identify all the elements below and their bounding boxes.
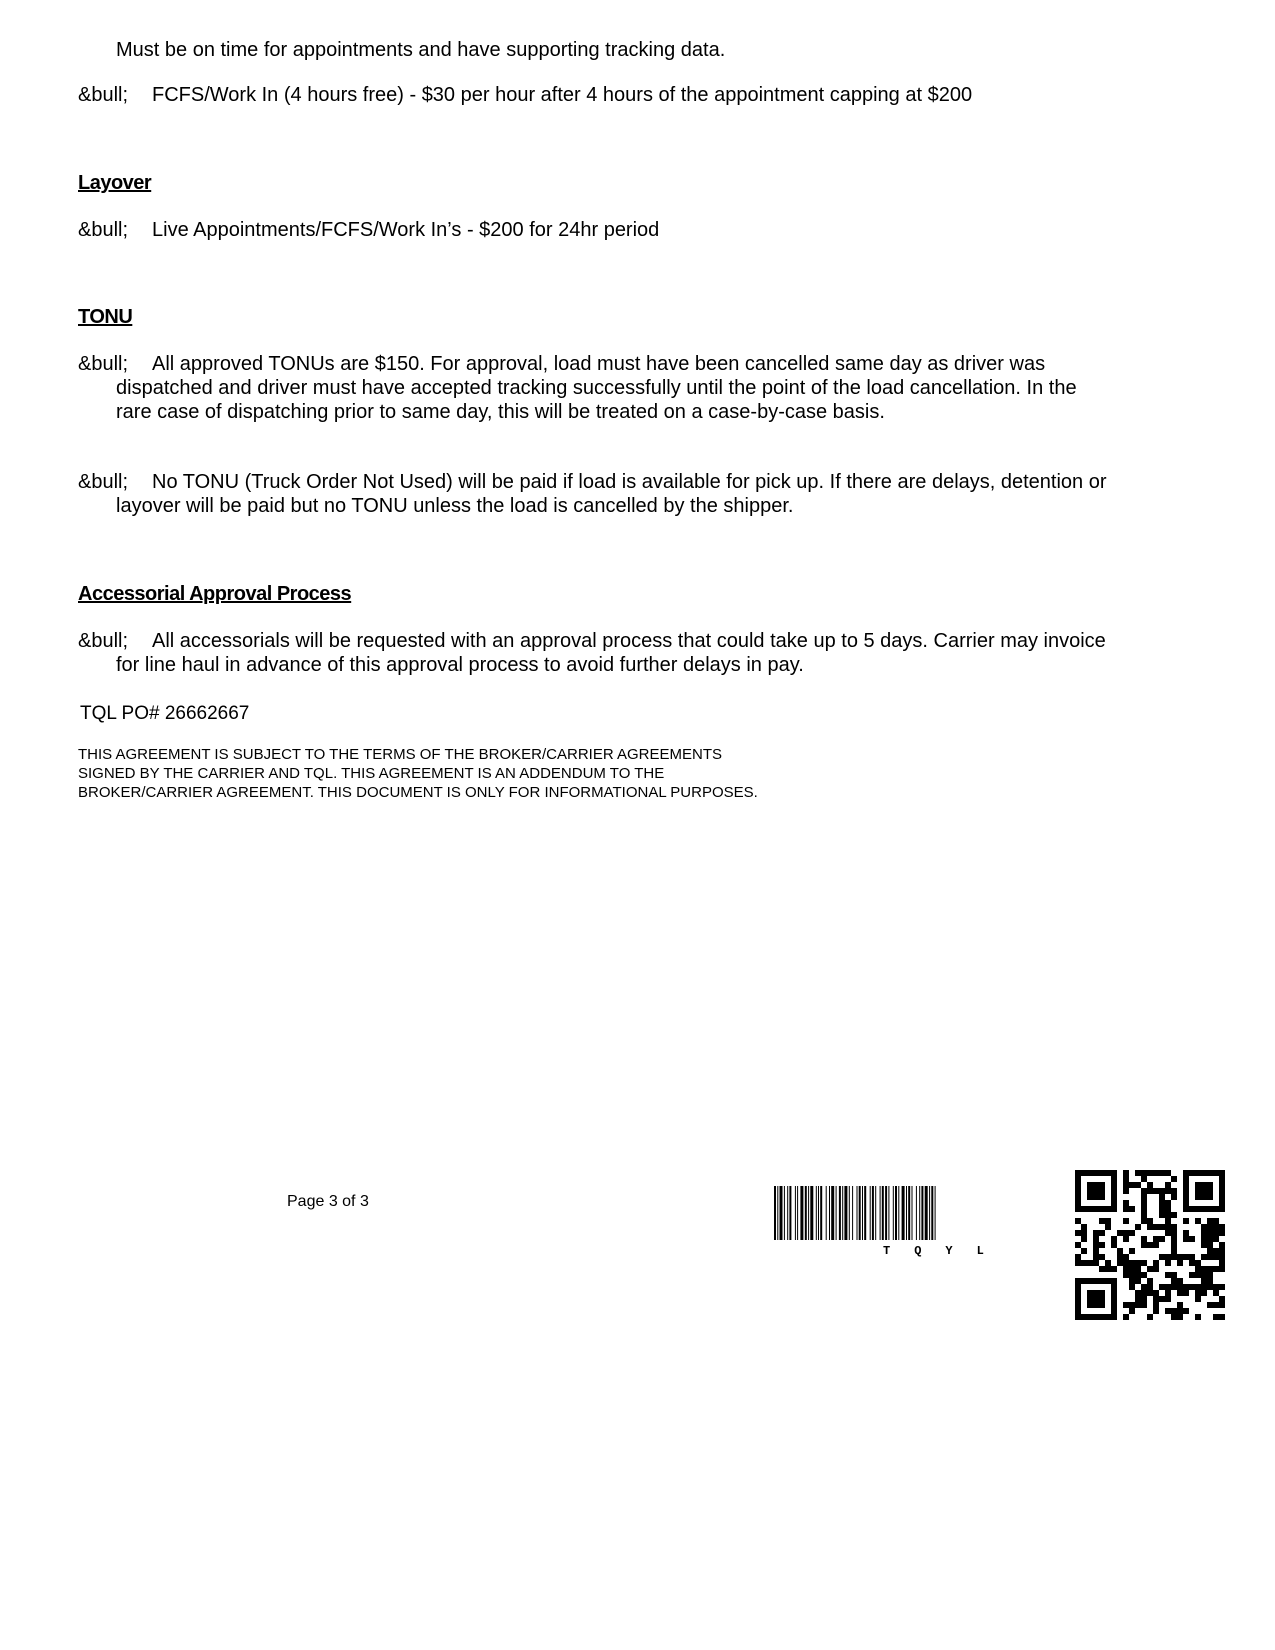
qr-module: [1141, 1260, 1147, 1266]
qr-module: [1123, 1200, 1129, 1206]
qr-module: [1099, 1266, 1105, 1272]
barcode-bar: [859, 1186, 861, 1240]
qr-module: [1099, 1254, 1105, 1260]
qr-module: [1165, 1182, 1171, 1188]
qr-module: [1159, 1212, 1165, 1218]
qr-module: [1207, 1236, 1213, 1242]
barcode-bar: [925, 1186, 928, 1240]
qr-module: [1147, 1278, 1153, 1284]
qr-module: [1141, 1176, 1147, 1182]
qr-module: [1219, 1242, 1225, 1248]
qr-module: [1111, 1236, 1117, 1242]
qr-module: [1213, 1248, 1219, 1254]
qr-module: [1207, 1302, 1213, 1308]
qr-module: [1123, 1236, 1129, 1242]
qr-module: [1207, 1218, 1213, 1224]
barcode-bar: [777, 1186, 778, 1240]
qr-module: [1153, 1266, 1159, 1272]
qr-module: [1147, 1266, 1153, 1272]
barcode-bar: [916, 1186, 917, 1240]
accessorial-heading: Accessorial Approval Process: [78, 583, 352, 605]
qr-module: [1123, 1188, 1129, 1194]
qr-code-image: [1075, 1170, 1225, 1320]
po-number: TQL PO# 26662667: [80, 703, 250, 724]
qr-module: [1159, 1188, 1165, 1194]
qr-module: [1147, 1170, 1153, 1176]
qr-module: [1165, 1206, 1171, 1212]
barcode-bar: [882, 1186, 884, 1240]
qr-module: [1141, 1284, 1147, 1290]
qr-module: [1147, 1314, 1153, 1320]
qr-module: [1153, 1170, 1159, 1176]
qr-module: [1123, 1176, 1129, 1182]
qr-module: [1219, 1260, 1225, 1266]
qr-module: [1195, 1272, 1201, 1278]
qr-module: [1159, 1254, 1165, 1260]
qr-module: [1093, 1260, 1099, 1266]
qr-module: [1219, 1296, 1225, 1302]
qr-module: [1201, 1236, 1207, 1242]
barcode-bar: [784, 1186, 785, 1240]
qr-module: [1207, 1272, 1213, 1278]
barcode-bar: [795, 1186, 796, 1240]
barcode-bar: [921, 1186, 923, 1240]
barcode-bar: [818, 1186, 819, 1240]
qr-module: [1213, 1266, 1219, 1272]
qr-module: [1159, 1296, 1165, 1302]
qr-module: [1141, 1290, 1147, 1296]
qr-module: [1171, 1278, 1177, 1284]
qr-module: [1117, 1230, 1123, 1236]
qr-module: [1135, 1260, 1141, 1266]
qr-module: [1147, 1182, 1153, 1188]
barcode-bar: [789, 1186, 791, 1240]
qr-module: [1123, 1182, 1129, 1188]
qr-module: [1165, 1272, 1171, 1278]
qr-module: [1141, 1242, 1147, 1248]
barcode-bar: [864, 1186, 866, 1240]
disclaimer-text: THIS AGREEMENT IS SUBJECT TO THE TERMS OF THE BROKER/CARRIER AGREEMENTS SIGNED BY THE CARRIER AND TQL. THIS AGREEMENT IS AN ADDENDUM TO THE BROKER/CARRIER AGREEMENT. THIS DOCUMENT IS ONLY FOR INFORMATIONAL PURPOSES.: [78, 746, 758, 801]
qr-module: [1111, 1242, 1117, 1248]
qr-module: [1135, 1278, 1141, 1284]
qr-module: [1135, 1224, 1141, 1230]
barcode-bar: [829, 1186, 830, 1240]
qr-module: [1093, 1236, 1099, 1242]
qr-module: [1207, 1242, 1213, 1248]
qr-module: [1129, 1206, 1135, 1212]
barcode-bar: [831, 1186, 834, 1240]
qr-module: [1075, 1218, 1081, 1224]
qr-module: [1213, 1302, 1219, 1308]
qr-module: [1219, 1230, 1225, 1236]
qr-module: [1129, 1248, 1135, 1254]
qr-module: [1213, 1236, 1219, 1242]
qr-module: [1195, 1182, 1213, 1200]
qr-module: [1141, 1272, 1147, 1278]
qr-module: [1183, 1308, 1189, 1314]
barcode-bar: [898, 1186, 899, 1240]
qr-module: [1075, 1242, 1081, 1248]
qr-module: [1195, 1260, 1201, 1266]
qr-module: [1159, 1200, 1165, 1206]
qr-module: [1081, 1248, 1087, 1254]
qr-module: [1159, 1206, 1165, 1212]
qr-module: [1165, 1212, 1171, 1218]
qr-module: [1165, 1284, 1171, 1290]
qr-module: [1153, 1296, 1159, 1302]
qr-module: [1141, 1302, 1147, 1308]
barcode-bar: [885, 1186, 887, 1240]
qr-module: [1201, 1278, 1207, 1284]
qr-module: [1123, 1260, 1129, 1266]
qr-module: [1171, 1308, 1177, 1314]
qr-module: [1087, 1290, 1105, 1308]
qr-module: [1117, 1260, 1123, 1266]
qr-module: [1159, 1170, 1165, 1176]
tonu-bullet-2-text: No TONU (Truck Order Not Used) will be paid if load is available for pick up. If there are delays, detention or layover will be paid but no TONU unless the load is cancelled by the shipper.: [116, 471, 1107, 517]
qr-module: [1099, 1230, 1105, 1236]
qr-module: [1129, 1182, 1135, 1188]
bullet-marker: &bull;: [78, 84, 129, 106]
qr-module: [1213, 1284, 1219, 1290]
bullet-marker: &bull;: [78, 353, 129, 375]
barcode-bar: [780, 1186, 783, 1240]
barcode-bar: [888, 1186, 889, 1240]
qr-module: [1213, 1230, 1219, 1236]
barcode-bar: [787, 1186, 788, 1240]
qr-module: [1207, 1266, 1213, 1272]
qr-module: [1183, 1218, 1189, 1224]
qr-module: [1081, 1236, 1087, 1242]
qr-module: [1171, 1176, 1177, 1182]
qr-module: [1207, 1254, 1213, 1260]
qr-module: [1189, 1236, 1195, 1242]
qr-module: [1141, 1296, 1147, 1302]
qr-module: [1123, 1170, 1129, 1176]
fcfs-bullet-text: FCFS/Work In (4 hours free) - $30 per hour after 4 hours of the appointment capping at $200: [152, 84, 973, 106]
layover-heading: Layover: [78, 172, 152, 194]
barcode-bar: [808, 1186, 809, 1240]
barcode-bar: [935, 1186, 936, 1240]
accessorial-bullet-text: All accessorials will be requested with an approval process that could take up to 5 days. Carrier may invoice for line haul in advance of this approval process to avoid further delays in pay.: [116, 630, 1106, 676]
qr-module: [1171, 1230, 1177, 1236]
qr-module: [1171, 1272, 1177, 1278]
qr-module: [1147, 1242, 1153, 1248]
qr-module: [1135, 1272, 1141, 1278]
barcode-label: TQYL: [883, 1244, 1008, 1258]
qr-module: [1159, 1224, 1165, 1230]
qr-module: [1171, 1194, 1177, 1200]
qr-module: [1099, 1242, 1105, 1248]
barcode-bar: [810, 1186, 813, 1240]
qr-module: [1123, 1302, 1129, 1308]
qr-module: [1153, 1302, 1159, 1308]
qr-module: [1165, 1188, 1171, 1194]
barcode-bar: [919, 1186, 920, 1240]
qr-module: [1141, 1212, 1147, 1218]
qr-module: [1183, 1284, 1189, 1290]
qr-module: [1123, 1254, 1129, 1260]
qr-module: [1141, 1200, 1147, 1206]
qr-module: [1213, 1314, 1219, 1320]
qr-module: [1177, 1308, 1183, 1314]
qr-module: [1129, 1302, 1135, 1308]
qr-module: [1165, 1308, 1171, 1314]
barcode-bar: [862, 1186, 863, 1240]
qr-module: [1147, 1224, 1153, 1230]
qr-module: [1177, 1260, 1183, 1266]
bullet-marker: &bull;: [78, 471, 129, 493]
barcode-bar: [902, 1186, 905, 1240]
qr-module: [1183, 1290, 1189, 1296]
qr-module: [1123, 1230, 1129, 1236]
qr-module: [1105, 1218, 1111, 1224]
barcode-bar: [906, 1186, 907, 1240]
qr-module: [1201, 1242, 1207, 1248]
qr-module: [1207, 1248, 1213, 1254]
barcode-bar: [908, 1186, 910, 1240]
qr-module: [1201, 1284, 1207, 1290]
qr-module: [1171, 1314, 1177, 1320]
qr-module: [1141, 1194, 1147, 1200]
qr-module: [1135, 1170, 1141, 1176]
qr-module: [1075, 1254, 1081, 1260]
qr-module: [1135, 1290, 1141, 1296]
qr-module: [1135, 1266, 1141, 1272]
qr-module: [1105, 1260, 1111, 1266]
barcode-bar: [816, 1186, 817, 1240]
qr-module: [1165, 1200, 1171, 1206]
qr-module: [1141, 1188, 1147, 1194]
qr-module: [1153, 1236, 1159, 1242]
qr-module: [1201, 1272, 1207, 1278]
qr-module: [1123, 1314, 1129, 1320]
qr-module: [1177, 1284, 1183, 1290]
qr-module: [1213, 1254, 1219, 1260]
qr-module: [1147, 1188, 1153, 1194]
qr-module: [1177, 1302, 1183, 1308]
qr-module: [1219, 1248, 1225, 1254]
qr-module: [1219, 1266, 1225, 1272]
qr-module: [1153, 1188, 1159, 1194]
qr-module: [1171, 1248, 1177, 1254]
qr-module: [1189, 1272, 1195, 1278]
qr-module: [1213, 1224, 1219, 1230]
barcode-bar: [820, 1186, 822, 1240]
barcode-bar: [857, 1186, 858, 1240]
qr-module: [1075, 1230, 1081, 1236]
barcode-image: [774, 1186, 1056, 1240]
barcode-bar: [844, 1186, 847, 1240]
qr-module: [1087, 1260, 1093, 1266]
page-number: Page 3 of 3: [287, 1193, 369, 1210]
qr-module: [1117, 1248, 1123, 1254]
qr-module: [1093, 1242, 1099, 1248]
bullet-marker: &bull;: [78, 630, 129, 652]
qr-module: [1159, 1236, 1165, 1242]
tonu-heading: TONU: [78, 306, 133, 328]
qr-module: [1105, 1224, 1111, 1230]
qr-module: [1219, 1314, 1225, 1320]
tonu-bullet-1-text: All approved TONUs are $150. For approval, load must have been cancelled same day as driver was dispatched and driver must have accepted tracking successfully until the point of the load cancellation. In the rare case of dispatching prior to same day, this will be treated on a case-by-case basis.: [116, 353, 1077, 423]
qr-module: [1189, 1260, 1195, 1266]
qr-module: [1183, 1230, 1189, 1236]
qr-module: [1123, 1206, 1129, 1212]
barcode-bar: [805, 1186, 807, 1240]
qr-module: [1129, 1308, 1135, 1314]
qr-module: [1159, 1284, 1165, 1290]
barcode-bar: [797, 1186, 798, 1240]
qr-module: [1165, 1218, 1171, 1224]
qr-module: [1129, 1284, 1135, 1290]
barcode-bar: [880, 1186, 881, 1240]
qr-module: [1117, 1254, 1123, 1260]
qr-module: [1153, 1224, 1159, 1230]
barcode-bar: [774, 1186, 776, 1240]
qr-module: [1171, 1188, 1177, 1194]
qr-module: [1171, 1212, 1177, 1218]
qr-module: [1189, 1284, 1195, 1290]
qr-module: [1147, 1218, 1153, 1224]
qr-module: [1201, 1290, 1207, 1296]
qr-module: [1093, 1254, 1099, 1260]
qr-module: [1135, 1296, 1141, 1302]
qr-module: [1219, 1284, 1225, 1290]
qr-module: [1123, 1266, 1129, 1272]
barcode-bar: [852, 1186, 853, 1240]
qr-module: [1141, 1236, 1147, 1242]
qr-module: [1075, 1260, 1081, 1266]
qr-module: [1165, 1296, 1171, 1302]
qr-module: [1165, 1224, 1171, 1230]
bullet-marker: &bull;: [78, 219, 129, 241]
barcode-bar: [875, 1186, 876, 1240]
qr-module: [1081, 1260, 1087, 1266]
qr-module: [1219, 1302, 1225, 1308]
barcode-bar: [931, 1186, 933, 1240]
barcode-bar: [800, 1186, 803, 1240]
qr-module: [1087, 1182, 1105, 1200]
qr-module: [1189, 1254, 1195, 1260]
qr-module: [1195, 1314, 1201, 1320]
qr-module: [1195, 1290, 1201, 1296]
qr-module: [1153, 1260, 1159, 1266]
barcode-bar: [895, 1186, 897, 1240]
qr-module: [1165, 1254, 1171, 1260]
layover-bullet-text: Live Appointments/FCFS/Work In’s - $200 for 24hr period: [152, 219, 660, 241]
qr-module: [1165, 1260, 1171, 1266]
qr-module: [1207, 1224, 1213, 1230]
qr-module: [1129, 1278, 1135, 1284]
qr-module: [1111, 1266, 1117, 1272]
qr-module: [1153, 1290, 1159, 1296]
qr-module: [1141, 1170, 1147, 1176]
qr-module: [1171, 1254, 1177, 1260]
qr-module: [1183, 1254, 1189, 1260]
qr-module: [1141, 1206, 1147, 1212]
qr-module: [1129, 1230, 1135, 1236]
barcode-bar: [842, 1186, 843, 1240]
qr-module: [1147, 1290, 1153, 1296]
qr-module: [1171, 1284, 1177, 1290]
qr-module: [1195, 1218, 1201, 1224]
qr-module: [1219, 1254, 1225, 1260]
qr-module: [1177, 1278, 1183, 1284]
qr-module: [1153, 1308, 1159, 1314]
qr-module: [1213, 1218, 1219, 1224]
qr-module: [1195, 1266, 1201, 1272]
barcode-bar: [893, 1186, 894, 1240]
qr-module: [1093, 1230, 1099, 1236]
qr-module: [1201, 1230, 1207, 1236]
qr-module: [1177, 1314, 1183, 1320]
barcode-bar: [826, 1186, 827, 1240]
qr-module: [1177, 1254, 1183, 1260]
qr-module: [1195, 1284, 1201, 1290]
qr-module: [1183, 1236, 1189, 1242]
qr-module: [1159, 1194, 1165, 1200]
qr-module: [1153, 1242, 1159, 1248]
qr-module: [1177, 1290, 1183, 1296]
qr-module: [1129, 1272, 1135, 1278]
barcode-bar: [836, 1186, 837, 1240]
qr-module: [1135, 1302, 1141, 1308]
barcode-bar: [912, 1186, 913, 1240]
qr-module: [1171, 1224, 1177, 1230]
barcode-bar: [872, 1186, 874, 1240]
qr-module: [1171, 1236, 1177, 1242]
qr-module: [1129, 1260, 1135, 1266]
qr-module: [1207, 1230, 1213, 1236]
qr-module: [1165, 1170, 1171, 1176]
qr-module: [1207, 1284, 1213, 1290]
qr-module: [1141, 1218, 1147, 1224]
barcode-bar: [929, 1186, 930, 1240]
qr-module: [1165, 1230, 1171, 1236]
qr-module: [1207, 1278, 1213, 1284]
barcode-bar: [870, 1186, 871, 1240]
qr-module: [1099, 1218, 1105, 1224]
qr-module: [1123, 1272, 1129, 1278]
barcode-bar: [839, 1186, 841, 1240]
qr-module: [1129, 1266, 1135, 1272]
qr-module: [1201, 1224, 1207, 1230]
qr-module: [1165, 1290, 1171, 1296]
qr-module: [1123, 1218, 1129, 1224]
qr-module: [1201, 1254, 1207, 1260]
qr-module: [1171, 1242, 1177, 1248]
intro-continuation-text: Must be on time for appointments and have supporting tracking data.: [116, 39, 726, 61]
qr-module: [1213, 1290, 1219, 1296]
qr-module: [1093, 1248, 1099, 1254]
qr-module: [1219, 1224, 1225, 1230]
qr-module: [1105, 1266, 1111, 1272]
qr-module: [1081, 1230, 1087, 1236]
qr-module: [1201, 1266, 1207, 1272]
barcode-bar: [849, 1186, 850, 1240]
qr-module: [1081, 1224, 1087, 1230]
qr-module: [1147, 1284, 1153, 1290]
qr-module: [1195, 1296, 1201, 1302]
qr-module: [1135, 1182, 1141, 1188]
